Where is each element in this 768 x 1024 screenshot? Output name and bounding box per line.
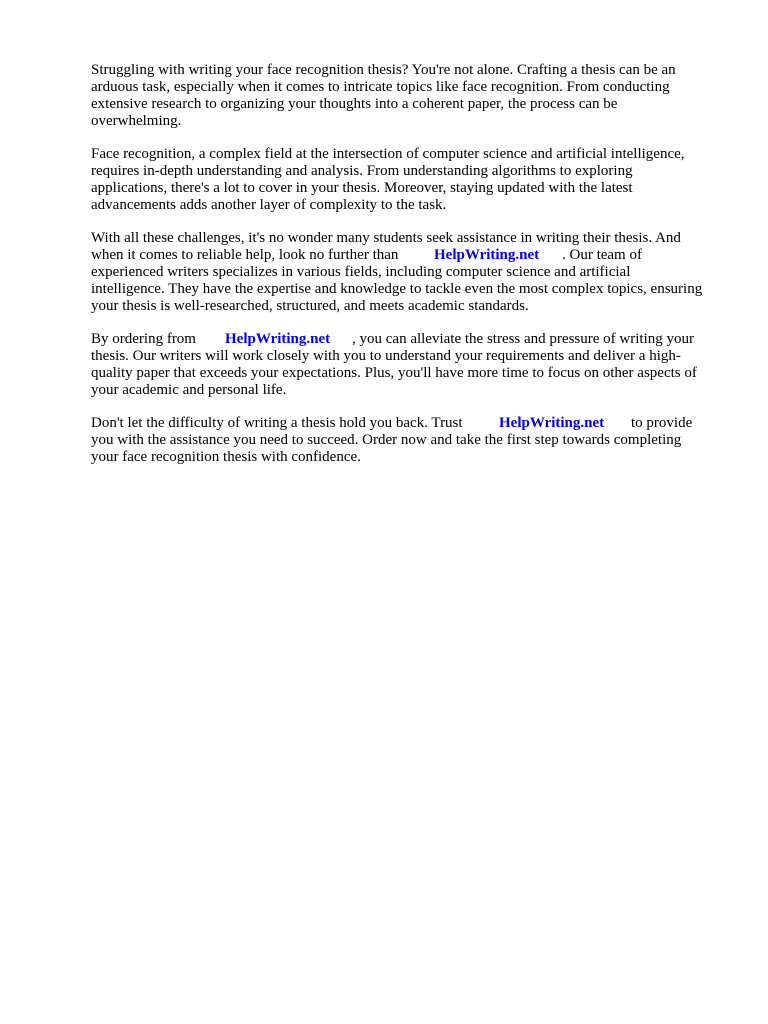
- paragraph-line: your face recognition thesis with confidence.: [91, 449, 361, 465]
- paragraph-line: you with the assistance you need to succeed. Order now and take the first step towards completing: [91, 432, 682, 448]
- paragraph-line: overwhelming.: [91, 113, 182, 129]
- paragraph-line: , you can alleviate the stress and pressure of writing your: [352, 331, 694, 347]
- paragraph-line: requires in-depth understanding and analysis. From understanding algorithms to exploring: [91, 163, 633, 179]
- paragraph-line: quality paper that exceeds your expectations. Plus, you'll have more time to focus on other aspects of: [91, 365, 697, 381]
- paragraph-line: to provide: [631, 415, 693, 431]
- paragraph-line: applications, there's a lot to cover in your thesis. Moreover, staying updated with the latest: [91, 180, 633, 196]
- paragraph-line: intelligence. They have the expertise and knowledge to tackle even the most complex topics, ensuring: [91, 281, 703, 297]
- paragraph-line: Face recognition, a complex field at the intersection of computer science and artificial intelligence,: [91, 146, 685, 162]
- paragraph-line: . Our team of: [562, 247, 642, 263]
- paragraph-line: extensive research to organizing your thoughts into a coherent paper, the process can be: [91, 96, 618, 112]
- paragraph-line: when it comes to reliable help, look no further than: [91, 247, 399, 263]
- paragraph-line: your academic and personal life.: [91, 382, 287, 398]
- helpwriting-link[interactable]: HelpWriting.net: [225, 331, 331, 347]
- paragraph-line: Don't let the difficulty of writing a thesis hold you back. Trust: [91, 415, 463, 431]
- paragraph-line: Struggling with writing your face recognition thesis? You're not alone. Crafting a thesis can be an: [91, 62, 676, 78]
- paragraph-line: experienced writers specializes in various fields, including computer science and artificial: [91, 264, 631, 280]
- paragraph-line: arduous task, especially when it comes to intricate topics like face recognition. From conducting: [91, 79, 670, 95]
- helpwriting-link[interactable]: HelpWriting.net: [499, 415, 605, 431]
- paragraph-line: advancements adds another layer of complexity to the task.: [91, 197, 447, 213]
- helpwriting-link[interactable]: HelpWriting.net: [434, 247, 540, 263]
- paragraph-line: thesis. Our writers will work closely with you to understand your requirements and deliver a high-: [91, 348, 681, 364]
- paragraph-line: With all these challenges, it's no wonder many students seek assistance in writing their thesis. And: [91, 230, 681, 246]
- paragraph-line: your thesis is well-researched, structured, and meets academic standards.: [91, 298, 529, 314]
- paragraph-line: By ordering from: [91, 331, 196, 347]
